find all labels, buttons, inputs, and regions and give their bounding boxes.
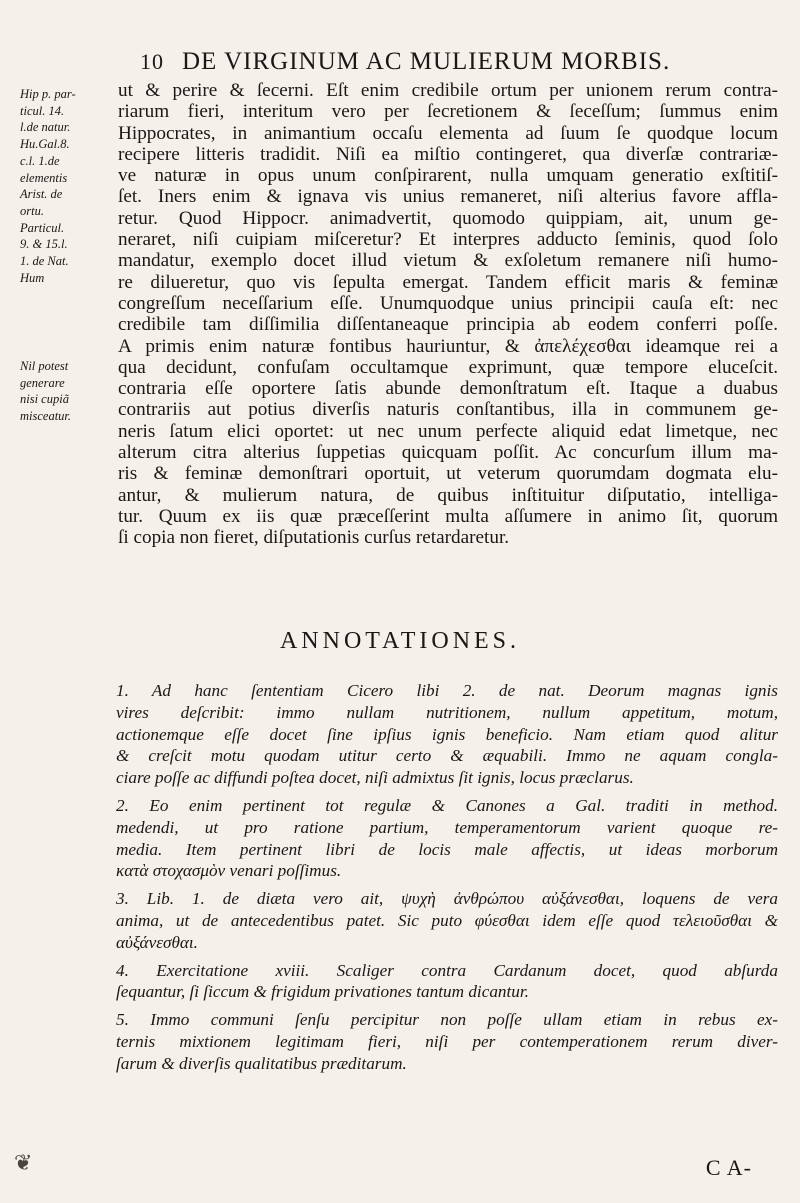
margin-line: ortu.: [20, 203, 44, 218]
annotation-5: [116, 1009, 778, 1074]
note-line: 1. Ad hanc ſententiam Cicero libi 2. de nat. Deorum magnas ignis: [116, 681, 778, 700]
margin-line: l.de natur.: [20, 120, 71, 135]
page-number: 10: [140, 49, 164, 74]
text-line: neris ſatum elici oportet: ut nec unum perfecte aliquid edat limetque, nec: [118, 420, 778, 442]
margin-line: generare: [20, 375, 65, 390]
note-line: 4. Exercitatione xviii. Scaliger contra Cardanum docet, quod abſurda: [116, 960, 778, 980]
catchword: C A-: [705, 1155, 752, 1180]
note-line: actionemque eſſe docet ſine ipſius ignis beneficio. Nam etiam quod alitur: [116, 724, 778, 744]
margin-line: 9. & 15.l.: [20, 237, 68, 252]
annotation-1: [116, 680, 778, 789]
ornament-icon: ❦: [14, 1150, 33, 1175]
note-line: media. Item pertinent libri de locis male affectis, ut ideas morborum: [116, 839, 778, 859]
text-line: ſet. Iners enim & ignava vis unius remaneret, niſi alterius favore affla-: [118, 186, 778, 208]
margin-line: elementis: [20, 170, 68, 185]
text-line: ve naturæ in opus unum conſpirarent, nulla umquam generatio exſtitiſ-: [118, 165, 778, 187]
text-line: credibile tam diſſimilia diſſentaneaque principia ab eodem conferri poſſe.: [118, 314, 778, 336]
annotation-4: [116, 960, 778, 1004]
main-text: [118, 80, 778, 549]
annotation-3: [116, 888, 778, 953]
margin-line: misceatur.: [20, 409, 72, 424]
text-line: ut & perire & ſecerni. Eſt enim credibile ortum per unionem rerum contra-: [118, 80, 778, 101]
margin-line: 1. de Nat.: [20, 254, 69, 269]
running-head: [140, 48, 760, 76]
note-line: vires deſcribit: immo nullam nutritionem, nullum appetitum, motum,: [116, 702, 778, 722]
text-line: A primis enim naturæ fontibus hauriuntur, & ἀπελέχεσθαι ideamque rei a: [118, 335, 778, 357]
text-line: alterum citra alterius ſuppetias quicquam poſſit. Ac concurſum illum ma-: [118, 442, 778, 464]
note-line: 2. Eo enim pertinent tot regulæ & Canones a Gal. traditi in method.: [116, 795, 778, 815]
text-line: congreſſum neceſſarium eſſe. Unumquodque unius principii cauſa eſt: nec: [118, 292, 778, 314]
text-line: riarum fieri, interitum vero per ſecretionem & ſeceſſum; ſummus enim: [118, 101, 778, 123]
text-line: antur, & mulierum natura, de quibus inſtituitur diſputatio, intelliga-: [118, 484, 778, 506]
text-line: ſi copia non fieret, diſputationis curſus retardaretur.: [118, 527, 510, 549]
running-title: DE VIRGINUM AC MULIERUM MORBIS.: [182, 48, 671, 75]
annotations: [116, 680, 778, 1075]
text-line: neraret, niſi cuipiam miſceretur? Et interpres adducto ſeminis, quod ſolo: [118, 229, 778, 251]
note-line: & creſcit motu quodam utitur certo & æquabili. Immo ne aquam congla-: [116, 746, 778, 766]
note-line: ſarum & diverſis qualitatibus præditarum.: [116, 1053, 407, 1073]
annotations-heading: ANNOTATIONES.: [279, 628, 521, 654]
text-line: tur. Quum ex iis quæ præceſſerint multa aſſumere in animo ſit, quorum: [118, 505, 778, 527]
text-line: contraria eſſe oportere ſatis abunde demonſtratum eſt. Itaque a duabus: [118, 378, 778, 400]
margin-line: nisi cupiã: [20, 392, 69, 407]
annotation-2: [116, 795, 778, 882]
text-line: Hippocrates, in animantium occaſu elementa ad ſuum ſe quodque locum: [118, 122, 778, 144]
text-line: re dilueretur, quo vis ſepulta emergat. Tandem efficit maris & feminæ: [118, 271, 778, 293]
note-line: 5. Immo communi ſenſu percipitur non poſſe ullam etiam in rebus ex-: [116, 1010, 778, 1030]
margin-line: ticul. 14.: [20, 103, 65, 118]
margin-note-gloss: [20, 358, 116, 425]
note-line: anima, ut de antecedentibus patet. Sic puto φύεσθαι idem eſſe quod τελειοῦσθαι &: [116, 910, 778, 930]
note-line: medendi, ut pro ratione partium, temperamentorum varient quoque re-: [116, 817, 778, 837]
note-line: ciare poſſe ac diffundi poſtea docet, niſi admixtus ſit ignis, locus præclarus.: [116, 768, 634, 788]
note-line: αὐξάνεσθαι.: [116, 932, 198, 952]
margin-line: Particul.: [20, 220, 65, 235]
text-line: contrariis aut potius diverſis naturis conſtantibus, illa in communem ge-: [118, 399, 778, 421]
text-line: ris & feminæ demonſtrari oportuit, ut veterum quorumdam dogmata elu-: [118, 463, 778, 485]
note-line: 3. Lib. 1. de diæta vero ait, ψυχὴ ἀνθρώπου αὐξάνεσθαι, loquens de vera: [116, 889, 778, 909]
note-line: κατὰ στοχασμὸν venari poſſimus.: [116, 861, 342, 881]
text-line: mandatur, exemplo docet illud vietum & exſoletum remanere niſi humo-: [118, 250, 778, 272]
margin-line: Arist. de: [20, 187, 63, 202]
text-line: recipere litteris tradidit. Niſi ea miſtio contingeret, qua diverſæ contrariæ-: [118, 143, 778, 165]
margin-note-references: [20, 86, 116, 286]
note-line: ternis mixtionem legitimam fieri, niſi per contemperationem rerum diver-: [116, 1031, 778, 1051]
margin-line: Hum: [20, 270, 45, 285]
margin-line: Hip p. par-: [20, 87, 76, 101]
margin-line: c.l. 1.de: [20, 153, 60, 168]
text-line: retur. Quod Hippocr. animadvertit, quomodo quippiam, ait, unum ge-: [118, 207, 778, 229]
margin-line: Hu.Gal.8.: [20, 137, 70, 152]
margin-line: Nil potest: [20, 359, 69, 373]
text-line: qua decidunt, confuſam occultamque exprimunt, quæ tempore eluceſcit.: [118, 356, 778, 378]
note-line: ſequantur, ſi ſiccum & frigidum privationes tantum dicantur.: [116, 982, 529, 1002]
